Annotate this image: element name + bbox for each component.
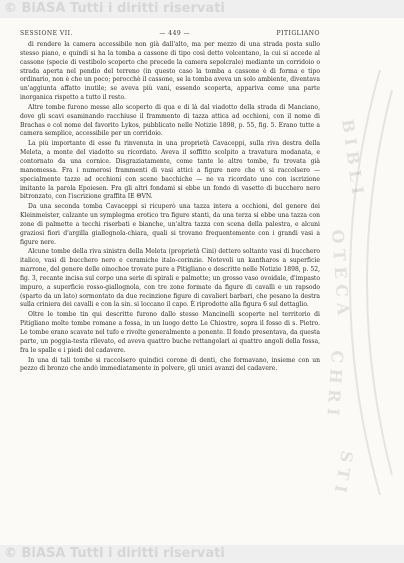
paragraph: di rendere la camera accessibile non già dall'alto, ma per mezzo di una strada posta sullo stesso piano, e quindi si ha la tomba a cassone di tipo così detto volcentano, la cui si accede al cassone (specie di vestibolo scoperto che precede la camera sepolcrale) mediante un corridoio o strada aperta nel pendio del terreno (in questo caso la tomba a cassone è di forma e tipo ordinario, non è che un poco; perocchè il cassone, se la tomba aveva un solo ambiente, diventava un'aggiunta affatto inutile; se aveva più vani, essendo scoperta, appariva come una parte inorganica rispetto a tutto il resto. — [20, 41, 320, 102]
body-text — [20, 41, 320, 374]
document-page — [20, 30, 320, 535]
page-header — [20, 30, 320, 37]
paragraph: Alcune tombe della riva sinistra della Meleta (proprietà Cini) dettero soltanto vasi di bucchero italico, vasi di bucchero nero e ceramiche italo-corinzie. Notevoli un kantharos a superficie marrone, del genere delle oinochoe trovate pure a Pitigliano e descritte nelle Notizie 1898, p. 52, fig. 3, recante incisa sul corpo una serie di spirali e palmette; un grosso vaso ovoidale, d'impasto impuro, a superficie rosso-giallognola, con tre zone formate da figure di cavalli e un rapsodo (sparto da un lato) sormontato da due recinzione figure di cavalieri barbari, che pesano la destra sulla criniera dei cavalli e con la sin. si loccano il capo. È riprodotte alla figura 6 sul dettaglio. — [20, 248, 320, 309]
library-stamp-watermark — [320, 60, 398, 505]
watermark-bottom-banner: © BiASA Tutti i diritti riservati — [0, 545, 404, 563]
watermark-top-banner: © BiASA Tutti i diritti riservati — [0, 0, 404, 18]
svg-text:B I B L I: B I B L I — [338, 117, 368, 196]
paragraph: In una di tali tombe si raccolsero quindici corone di denti, che formavano, insieme con un pezzo di bronzo che andò immediatamente in polvere, gli unici avanzi del cadavere. — [20, 356, 320, 373]
svg-text:O T E C A: O T E C A — [328, 228, 353, 316]
paragraph: Da una seconda tomba Cavaceppi si ricuperò una tazza intera a occhioni, del genere dei Kleinmeister, calzante un symplegma erotico tra figure stanti, da una terza si ebbe una tazza con zone di palmette a tecchi riserbati e bianche, un'altra tazza con scena della palestra, e alcuni graziosi fiori d'argilla giallognola-chiara, quali si trovano frequentemente con i grandi vasi a figure nere. — [20, 203, 320, 246]
header-page-number: — 449 — — [159, 30, 191, 37]
header-place: PITIGLIANO — [276, 30, 320, 37]
paragraph: La più importante di esse fu rinvenuta in una proprietà Cavaceppi, sulla riva destra della Meleta, a monte del viadotto su ricordato. Aveva il soffitto scolpito a travatura modanata, e contornato da una cornice. Disgraziatamente, come tante le altre tombe, fu trovata già manomessa. Fra i numerosi frammenti di vasi attici a figure nere che vi si raccolsero — specialmente tazze ad occhioni con scene bacchiche — ne va ricordato uno con iscrizione imitante la parola Epoiesen. Fra gli altri fondami si ebbe un fondo di vasetto di bucchero nero bitronzato, con l'iscrizione graffita ΙΕ ΘVN. — [20, 140, 320, 201]
header-session: SESSIONE VII. — [20, 30, 73, 37]
paragraph: Oltre le tombe tin qui descritte furono dallo stesso Mancinelli scoperte nel territorio di Pitigliano molte tombe romane a fossa, in un luogo detto Le Chiostre, sopra il fosso di s. Pietro. Le tombe erano scavate nel tufo e rivolte generalmente a ponente. Il fondo presentava, da questa parte, un poggia-testa rilevato, ed aveva quattro buche rettangolari ai quattro angoli della fossa, fra le spalle e i piedi del cadavere. — [20, 311, 320, 354]
paragraph: Altre tombe furono messe allo scoperto di qua e di là dal viadotto della strada di Manciano, dove gli scavi esaminando racchiuse il frammento di tazza attica ad occhioni, con il nome di Brachas e col nome del favorito Lykos, pubblicato nelle Notizie 1898, p. 55, fig. 5. Erano tutte a camera semplice, accessibile per un corridoio. — [20, 103, 320, 138]
svg-text:S T I: S T I — [330, 449, 357, 495]
svg-text:C H R I: C H R I — [323, 349, 347, 417]
